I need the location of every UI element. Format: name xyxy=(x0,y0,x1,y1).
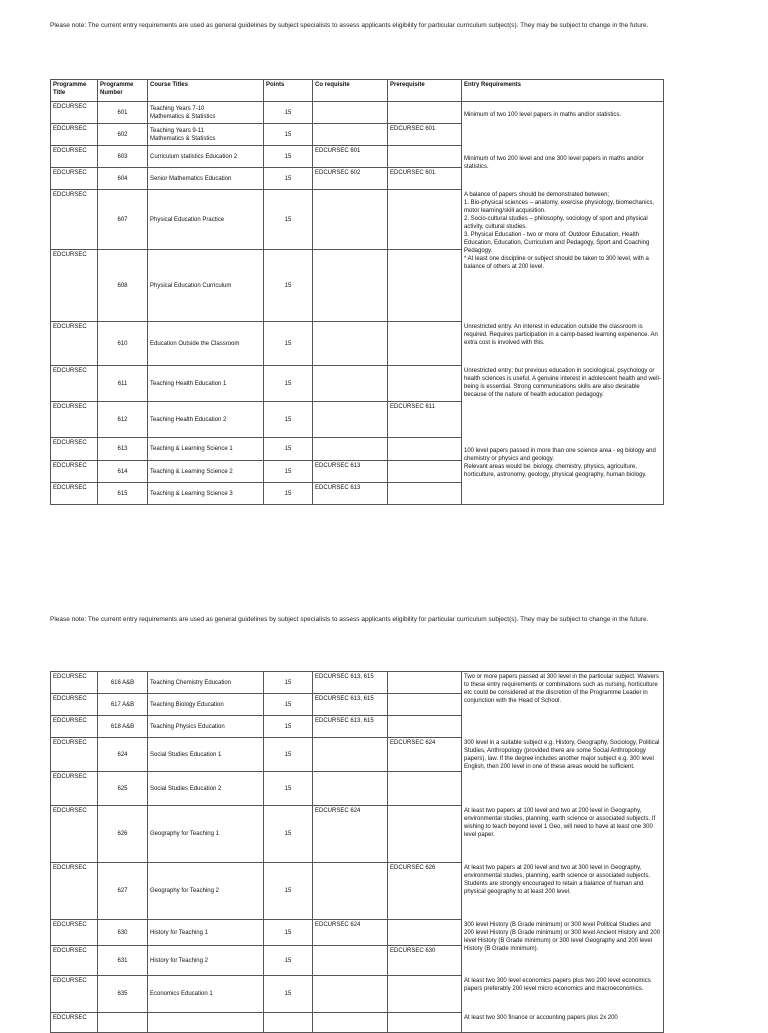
course-title-cell: Education Outside the Classroom xyxy=(148,322,264,366)
programme-number-cell xyxy=(98,1013,148,1033)
co-requisite-cell xyxy=(313,402,388,438)
prerequisite-cell xyxy=(388,102,462,124)
entry-requirements-text: Unrestricted entry. An interest in education outside the classroom is required. Requires participation in a camp-based learning experience. An extra cost is involved with this. xyxy=(464,323,658,346)
co-requisite-cell xyxy=(313,366,388,402)
programme-number-cell: 612 xyxy=(98,402,148,438)
points-cell: 15 xyxy=(264,738,313,772)
course-title-cell: Geography for Teaching 2 xyxy=(148,863,264,920)
entry-requirements-cell xyxy=(462,438,664,505)
entry-requirements-text: 100 level papers passed in more than one science area - eg biology and chemistry or physics and geology. Relevant areas would be: biology, chemistry, physics, agriculture, horticulture, astronomy, geology, physical geography, human biology. xyxy=(464,447,656,478)
entry-requirements-cell xyxy=(462,672,664,738)
points-cell: 15 xyxy=(264,366,313,402)
entry-requirements-text: Unrestricted entry; but previous education in sociological, psychology or health sciences is useful. A genuine interest in adolescent health and well-being is essential. Strong communications skills are also desirable because of the nature of health education pedagogy. xyxy=(464,367,661,398)
co-requisite-cell: EDCURSEC 602 xyxy=(313,168,388,190)
course-title-cell: Teaching & Learning Science 1 xyxy=(148,438,264,461)
co-requisite-cell: EDCURSEC 613, 615 xyxy=(313,694,388,716)
programme-title-cell: EDCURSEC xyxy=(51,672,98,694)
course-title-cell: Senior Mathematics Education xyxy=(148,168,264,190)
course-title-cell: Economics Education 1 xyxy=(148,976,264,1013)
points-cell: 15 xyxy=(264,672,313,694)
points-cell: 15 xyxy=(264,772,313,806)
programme-number-cell: 611 xyxy=(98,366,148,402)
table-row xyxy=(51,102,664,124)
header-prerequisite: Prerequisite xyxy=(388,80,462,102)
programme-title-cell: EDCURSEC xyxy=(51,102,98,124)
co-requisite-cell xyxy=(313,772,388,806)
programme-number-cell: 610 xyxy=(98,322,148,366)
header-course-titles: Course Titles xyxy=(148,80,264,102)
entry-requirements-cell xyxy=(462,1013,664,1033)
prerequisite-cell: EDCURSEC 624 xyxy=(388,738,462,772)
header-points: Points xyxy=(264,80,313,102)
points-cell: 15 xyxy=(264,461,313,483)
table-row xyxy=(51,806,664,863)
entry-requirements-text: At least two 300 level economics papers plus two 200 level economics papers preferably 200 level micro economics and macroeconomics. xyxy=(464,977,651,992)
entry-note-bottom: Please note: The current entry requirements are used as general guidelines by subject specialists to assess applicants eligibility for particular curriculum subject(s). They may be subject to change in the future. xyxy=(50,616,649,623)
co-requisite-cell xyxy=(313,102,388,124)
programme-title-cell: EDCURSEC xyxy=(51,322,98,366)
prerequisite-cell xyxy=(388,1013,462,1033)
entry-requirements-text: 300 level in a suitable subject e.g. History, Geography, Sociology, Political Studies, Anthropology (provided there are some Social Anthropology papers), law. If the degree includes another major subject e.g. 300 level English, then 200 level in one of these areas would be sufficient. xyxy=(464,739,660,770)
curriculum-table-1 xyxy=(50,79,664,505)
points-cell: 15 xyxy=(264,694,313,716)
programme-number-cell: 601 xyxy=(98,102,148,124)
points-cell: 15 xyxy=(264,168,313,190)
co-requisite-cell: EDCURSEC 624 xyxy=(313,806,388,863)
programme-title-cell: EDCURSEC xyxy=(51,716,98,738)
course-title-cell: Social Studies Education 1 xyxy=(148,738,264,772)
programme-number-cell: 624 xyxy=(98,738,148,772)
prerequisite-cell xyxy=(388,716,462,738)
co-requisite-cell xyxy=(313,976,388,1013)
course-title-cell: Curriculum statistics Education 2 xyxy=(148,146,264,168)
entry-requirements-text: Minimum of two 200 level and one 300 level papers in maths and/or statistics. xyxy=(464,155,644,170)
entry-requirements-text: Minimum of two 100 level papers in maths and/or statistics. xyxy=(464,112,622,118)
table-row xyxy=(51,920,664,946)
programme-title-cell: EDCURSEC xyxy=(51,483,98,505)
course-title-cell: Social Studies Education 2 xyxy=(148,772,264,806)
co-requisite-cell xyxy=(313,863,388,920)
programme-number-cell: 630 xyxy=(98,920,148,946)
programme-number-cell: 625 xyxy=(98,772,148,806)
programme-title-cell: EDCURSEC xyxy=(51,168,98,190)
programme-title-cell: EDCURSEC xyxy=(51,146,98,168)
programme-title-cell: EDCURSEC xyxy=(51,190,98,250)
entry-requirements-cell xyxy=(462,806,664,863)
entry-requirements-cell xyxy=(462,366,664,438)
entry-requirements-cell xyxy=(462,738,664,806)
programme-number-cell: 631 xyxy=(98,946,148,976)
co-requisite-cell: EDCURSEC 624 xyxy=(313,920,388,946)
programme-number-cell: 602 xyxy=(98,124,148,146)
co-requisite-cell xyxy=(313,738,388,772)
course-title-cell: Geography for Teaching 1 xyxy=(148,806,264,863)
table-row xyxy=(51,438,664,461)
prerequisite-cell: EDCURSEC 601 xyxy=(388,168,462,190)
table-row xyxy=(51,976,664,1013)
co-requisite-cell: EDCURSEC 613, 615 xyxy=(313,716,388,738)
programme-title-cell: EDCURSEC xyxy=(51,366,98,402)
course-title-cell: Teaching Health Education 1 xyxy=(148,366,264,402)
programme-title-cell: EDCURSEC xyxy=(51,1013,98,1033)
co-requisite-cell xyxy=(313,1013,388,1033)
programme-title-cell: EDCURSEC xyxy=(51,863,98,920)
programme-title-cell: EDCURSEC xyxy=(51,124,98,146)
prerequisite-cell xyxy=(388,250,462,322)
prerequisite-cell xyxy=(388,146,462,168)
prerequisite-cell xyxy=(388,772,462,806)
entry-requirements-text: 300 level History (B Grade minimum) or 300 level Political Studies and 200 level History (B Grade minimum) or 300 level Ancient History and 200 level History (B Grade minimum) or 300 level Geography and 200 level History (B Grade minimum). xyxy=(464,921,661,952)
co-requisite-cell xyxy=(313,124,388,146)
course-title-cell: History for Teaching 1 xyxy=(148,920,264,946)
course-title-cell: Teaching & Learning Science 3 xyxy=(148,483,264,505)
programme-title-cell: EDCURSEC xyxy=(51,461,98,483)
programme-title-cell: EDCURSEC xyxy=(51,738,98,772)
course-title-cell: Teaching Biology Education xyxy=(148,694,264,716)
co-requisite-cell xyxy=(313,438,388,461)
programme-number-cell: 615 xyxy=(98,483,148,505)
prerequisite-cell xyxy=(388,483,462,505)
points-cell: 15 xyxy=(264,402,313,438)
entry-requirements-cell xyxy=(462,146,664,190)
prerequisite-cell: EDCURSEC 626 xyxy=(388,863,462,920)
programme-number-cell: 608 xyxy=(98,250,148,322)
programme-title-cell: EDCURSEC xyxy=(51,976,98,1013)
prerequisite-cell xyxy=(388,976,462,1013)
co-requisite-cell xyxy=(313,250,388,322)
course-title-cell: Physical Education Curriculum xyxy=(148,250,264,322)
header-co-requisite: Co requisite xyxy=(313,80,388,102)
points-cell: 15 xyxy=(264,946,313,976)
prerequisite-cell: EDCURSEC 630 xyxy=(388,946,462,976)
points-cell: 15 xyxy=(264,250,313,322)
programme-title-cell: EDCURSEC xyxy=(51,920,98,946)
programme-number-cell: 613 xyxy=(98,438,148,461)
points-cell: 15 xyxy=(264,716,313,738)
entry-note-top: Please note: The current entry requirements are used as general guidelines by subject specialists to assess applicants eligibility for particular curriculum subject(s). They may be subject to change in the future. xyxy=(50,22,649,29)
header-programme-title: Programme Title xyxy=(51,80,98,102)
programme-number-cell: 607 xyxy=(98,190,148,250)
programme-number-cell: 603 xyxy=(98,146,148,168)
entry-requirements-cell xyxy=(462,102,664,146)
programme-number-cell: 635 xyxy=(98,976,148,1013)
curriculum-table-2 xyxy=(50,671,664,1033)
points-cell: 15 xyxy=(264,483,313,505)
prerequisite-cell xyxy=(388,366,462,402)
co-requisite-cell: EDCURSEC 613, 615 xyxy=(313,672,388,694)
table-header-row xyxy=(51,80,664,102)
entry-requirements-text: Two or more papers passed at 300 level in the particular subject. Waivers to these entry requirements or combinations such as nursing, horticulture etc could be considered at the discretion of the Programme Leader in conjunction with the Head of School. xyxy=(464,674,659,704)
entry-requirements-cell xyxy=(462,976,664,1013)
header-entry-requirements: Entry Requirements xyxy=(462,80,664,102)
co-requisite-cell: EDCURSEC 601 xyxy=(313,146,388,168)
programme-title-cell: EDCURSEC xyxy=(51,250,98,322)
programme-title-cell: EDCURSEC xyxy=(51,946,98,976)
course-title-cell: Teaching Health Education 2 xyxy=(148,402,264,438)
table-row xyxy=(51,190,664,250)
entry-requirements-cell xyxy=(462,863,664,920)
table-row xyxy=(51,738,664,772)
table-row xyxy=(51,1013,664,1033)
programme-title-cell: EDCURSEC xyxy=(51,694,98,716)
entry-requirements-text: At least two papers at 100 level and two at 200 level in Geography, environmental studies, planning, earth science or associated subjects. If wishing to teach beyond level 1 Geo, will need to have at least one 300 level paper. xyxy=(464,807,656,838)
points-cell: 15 xyxy=(264,976,313,1013)
programme-title-cell: EDCURSEC xyxy=(51,772,98,806)
prerequisite-cell: EDCURSEC 611 xyxy=(388,402,462,438)
prerequisite-cell xyxy=(388,438,462,461)
table-row xyxy=(51,322,664,366)
table-row xyxy=(51,366,664,402)
programme-title-cell: EDCURSEC xyxy=(51,806,98,863)
co-requisite-cell xyxy=(313,190,388,250)
header-programme-number: Programme Number xyxy=(98,80,148,102)
entry-requirements-cell xyxy=(462,190,664,322)
co-requisite-cell: EDCURSEC 613 xyxy=(313,461,388,483)
programme-number-cell: 616 A&B xyxy=(98,672,148,694)
programme-number-cell: 617 A&B xyxy=(98,694,148,716)
points-cell: 15 xyxy=(264,124,313,146)
points-cell: 15 xyxy=(264,322,313,366)
prerequisite-cell xyxy=(388,694,462,716)
entry-requirements-text: At least two 300 finance or accounting papers plus 2x 200 xyxy=(464,1014,618,1021)
programme-number-cell: 614 xyxy=(98,461,148,483)
course-title-cell: Teaching Physics Education xyxy=(148,716,264,738)
co-requisite-cell xyxy=(313,322,388,366)
programme-number-cell: 626 xyxy=(98,806,148,863)
programme-number-cell: 618 A&B xyxy=(98,716,148,738)
programme-number-cell: 604 xyxy=(98,168,148,190)
points-cell xyxy=(264,1013,313,1033)
prerequisite-cell xyxy=(388,920,462,946)
prerequisite-cell xyxy=(388,806,462,863)
course-title-cell: Physical Education Practice xyxy=(148,190,264,250)
entry-requirements-text: At least two papers at 200 level and two at 300 level in Geography, environmental studies, planning, earth science or associated subjects. Students are strongly encouraged to retain a balance of human and physical geography to at least 200 level. xyxy=(464,864,651,895)
prerequisite-cell: EDCURSEC 601 xyxy=(388,124,462,146)
points-cell: 15 xyxy=(264,190,313,250)
course-title-cell: Teaching Years 9-11 Mathematics & Statistics xyxy=(148,124,264,146)
entry-requirements-cell xyxy=(462,322,664,366)
points-cell: 15 xyxy=(264,806,313,863)
course-title-cell xyxy=(148,1013,264,1033)
points-cell: 15 xyxy=(264,920,313,946)
table-row xyxy=(51,146,664,168)
points-cell: 15 xyxy=(264,438,313,461)
course-title-cell: History for Teaching 2 xyxy=(148,946,264,976)
prerequisite-cell xyxy=(388,190,462,250)
programme-number-cell: 627 xyxy=(98,863,148,920)
co-requisite-cell xyxy=(313,946,388,976)
points-cell: 15 xyxy=(264,102,313,124)
entry-requirements-cell xyxy=(462,920,664,976)
programme-title-cell: EDCURSEC xyxy=(51,438,98,461)
points-cell: 15 xyxy=(264,863,313,920)
course-title-cell: Teaching Chemistry Education xyxy=(148,672,264,694)
course-title-cell: Teaching & Learning Science 2 xyxy=(148,461,264,483)
table-row xyxy=(51,863,664,920)
programme-title-cell: EDCURSEC xyxy=(51,402,98,438)
prerequisite-cell xyxy=(388,672,462,694)
co-requisite-cell: EDCURSEC 613 xyxy=(313,483,388,505)
table-row xyxy=(51,672,664,694)
prerequisite-cell xyxy=(388,322,462,366)
entry-requirements-text: A balance of papers should be demonstrated between; 1. Bio-physical sciences – anatomy, exercise physiology, biomechanics, motor learning/skill acquisition. 2. Socio-cultural studies – philosophy, sociology of sport and physical activity, cultural studies. 3. Physical Education - two or more of: Outdoor Education, Health Education, Education, Curriculum and Pedagogy, Sport and Coaching Pedagogy. * At least one discipline or subject should be taken to 300 level, with a balance of others at 200 level. xyxy=(464,191,655,270)
points-cell: 15 xyxy=(264,146,313,168)
course-title-cell: Teaching Years 7-10 Mathematics & Statistics xyxy=(148,102,264,124)
prerequisite-cell xyxy=(388,461,462,483)
